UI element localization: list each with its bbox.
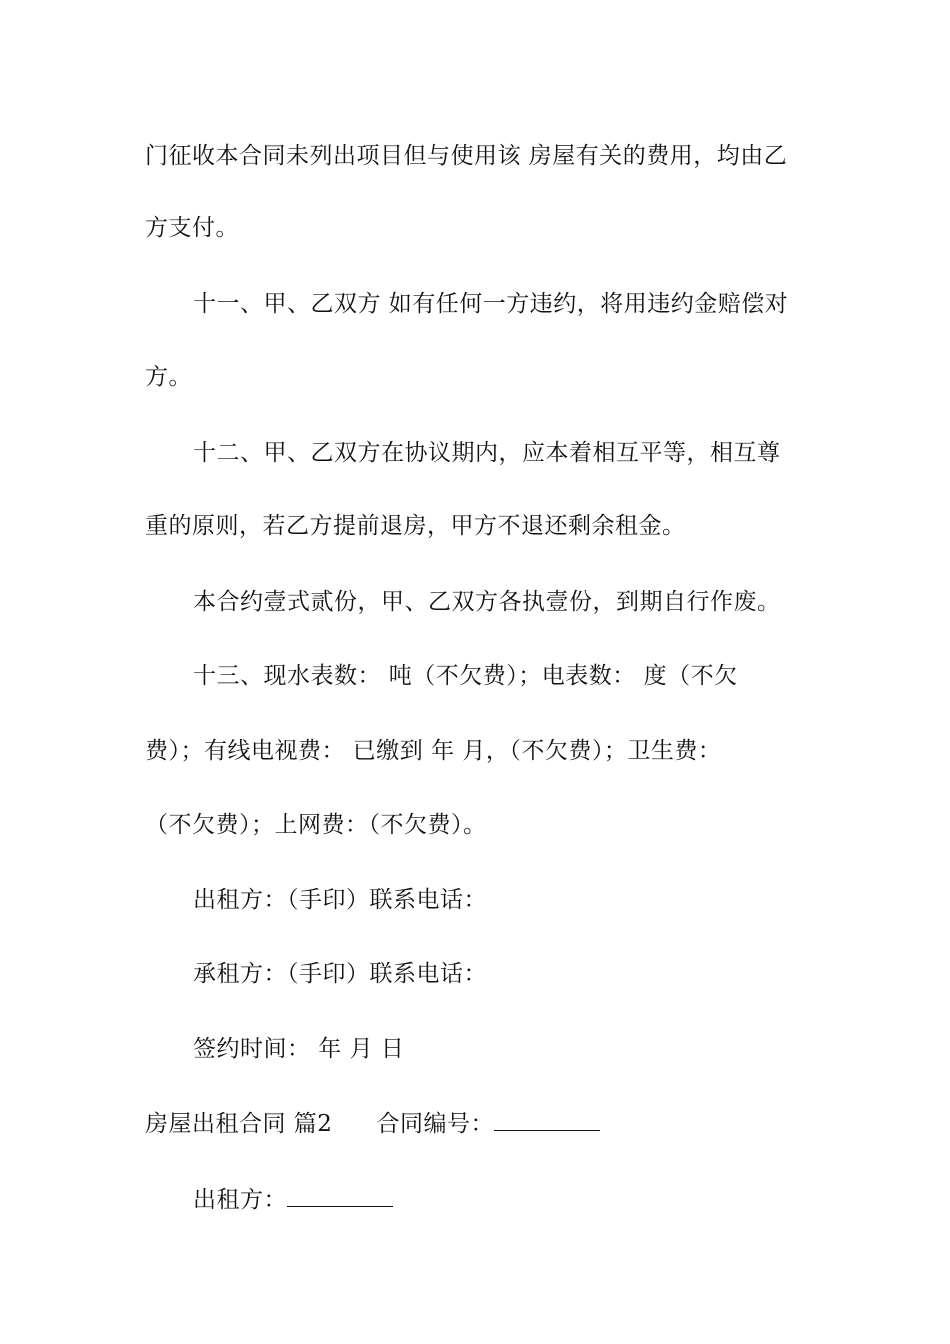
lessor-blank (287, 1184, 393, 1207)
lessor-signature-line: 出租方：（手印）联系电话： (193, 887, 487, 913)
paragraph-line: 十二、甲、乙双方在协议期内，应本着相互平等，相互尊 (193, 440, 781, 466)
contract-2-header (145, 1108, 825, 1139)
paragraph-line: 门征收本合同未列出项目但与使用该 房屋有关的费用，均由乙 (145, 143, 788, 169)
sign-date-line: 签约时间： 年 月 日 (193, 1036, 405, 1062)
paragraph-line: （不欠费）；上网费：（不欠费）。 (145, 812, 487, 838)
lessee-signature-line: 承租方：（手印）联系电话： (193, 961, 487, 987)
paragraph-line: 本合约壹式贰份，甲、乙双方各执壹份，到期自行作废。 (193, 589, 781, 615)
contract-number-blank (494, 1108, 600, 1131)
paragraph-line: 费）；有线电视费： 已缴到 年 月，（不欠费）；卫生费： (145, 738, 722, 764)
contract-number-label: 合同编号： (376, 1111, 494, 1137)
paragraph-line: 十三、现水表数： 吨（不欠费）；电表数： 度（不欠 (193, 663, 738, 689)
paragraph-line: 方。 (145, 364, 192, 390)
paragraph-line: 重的原则，若乙方提前退房，甲方不退还剩余租金。 (145, 513, 686, 539)
paragraph-line: 十一、甲、乙双方 如有任何一方违约，将用违约金赔偿对 (193, 291, 789, 317)
lessor-label: 出租方： (193, 1187, 287, 1213)
contract-2-title: 房屋出租合同 篇2 (145, 1111, 333, 1137)
paragraph-line: 方支付。 (145, 215, 239, 241)
lessor-field (193, 1184, 825, 1215)
